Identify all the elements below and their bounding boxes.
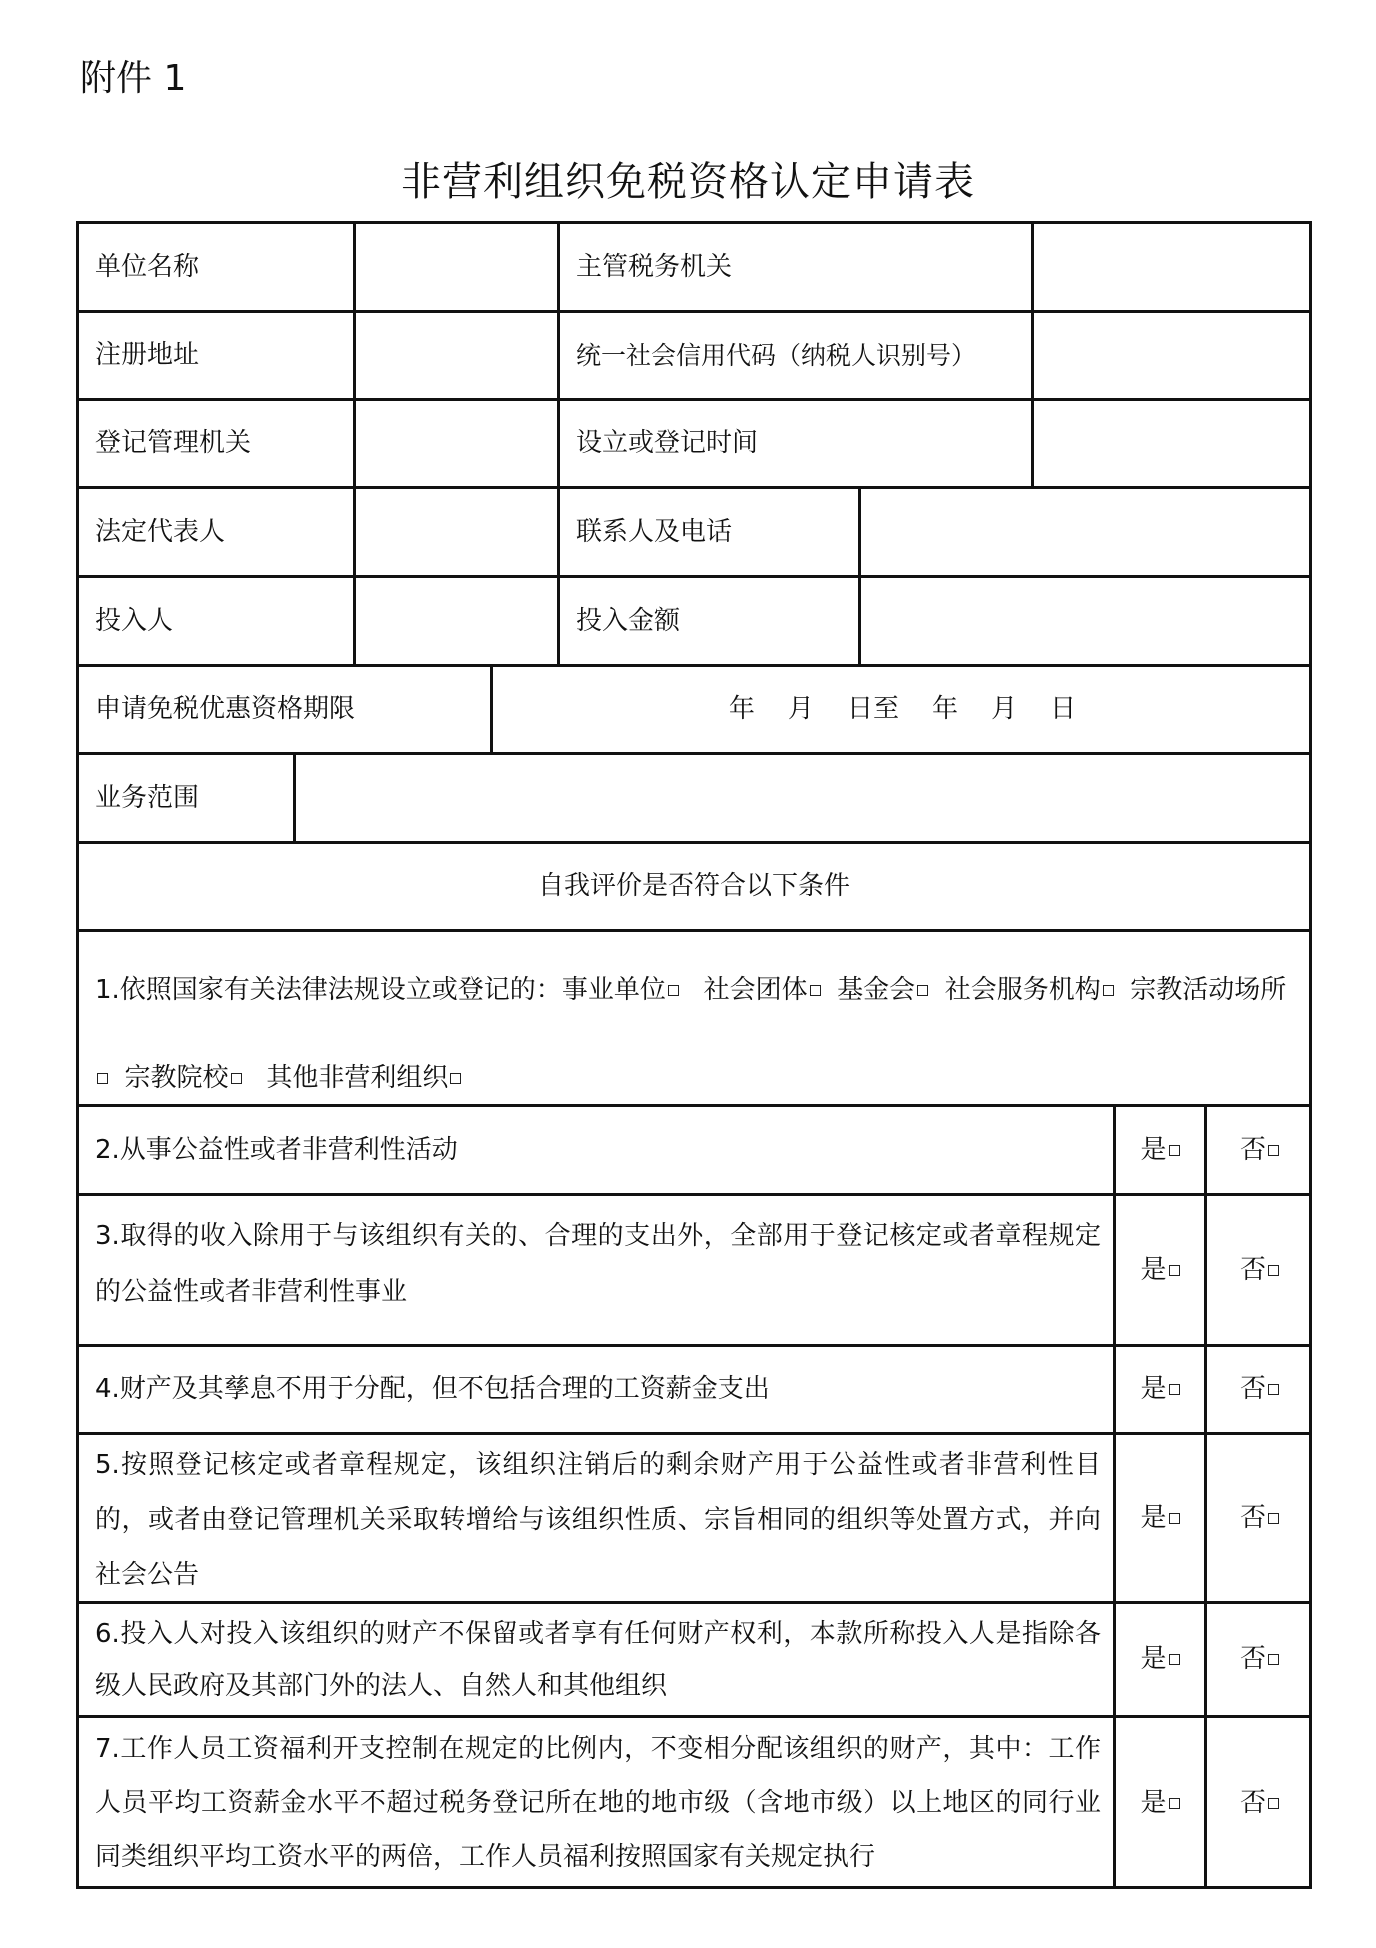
checkbox-icon[interactable] [1268, 1513, 1279, 1524]
application-form-table [76, 221, 1312, 1889]
checkbox-icon[interactable] [917, 985, 928, 996]
checkbox-icon[interactable] [1268, 1145, 1279, 1156]
option-public-institution[interactable]: 事业单位 [562, 975, 679, 1005]
yes-checkbox[interactable]: 是 [1116, 1718, 1204, 1889]
yes-checkbox[interactable]: 是 [1116, 1196, 1204, 1344]
tax-authority-label: 主管税务机关 [576, 251, 733, 282]
checkbox-icon[interactable] [1169, 1265, 1180, 1276]
reg-address-field[interactable] [356, 313, 557, 398]
checkbox-icon[interactable] [97, 1073, 108, 1084]
checkbox-icon[interactable] [1169, 1384, 1180, 1395]
period-field[interactable]: 年 月 日至 年 月 日 [728, 694, 1077, 725]
checkbox-icon[interactable] [1103, 985, 1114, 996]
reg-time-label: 设立或登记时间 [576, 428, 759, 459]
invest-amount-field[interactable] [861, 578, 1312, 664]
condition-1-text: 1.依照国家有关法律法规设立或登记的： [95, 975, 562, 1005]
reg-authority-field[interactable] [356, 401, 557, 486]
checkbox-icon[interactable] [668, 985, 679, 996]
credit-code-field[interactable] [1034, 313, 1312, 398]
investor-label: 投入人 [95, 605, 174, 636]
yes-checkbox[interactable]: 是 [1116, 1347, 1204, 1432]
checkbox-icon[interactable] [1268, 1798, 1279, 1809]
unit-name-label: 单位名称 [95, 251, 200, 282]
reg-authority-label: 登记管理机关 [95, 428, 252, 459]
checkbox-icon[interactable] [231, 1073, 242, 1084]
option-social-service[interactable]: 社会服务机构 [945, 975, 1114, 1005]
condition-5: 5.按照登记核定或者章程规定，该组织注销后的剩余财产用于公益性或者非营利性目的，或者由登记管理机关采取转增给与该组织性质、宗旨相同的组织等处置方式，并向社会公告 [95, 1450, 1101, 1590]
business-scope-label: 业务范围 [95, 782, 200, 813]
legal-rep-label: 法定代表人 [95, 516, 226, 547]
condition-4: 4.财产及其孳息不用于分配，但不包括合理的工资薪金支出 [95, 1374, 770, 1405]
checkbox-icon[interactable] [1268, 1654, 1279, 1665]
no-checkbox[interactable]: 否 [1207, 1718, 1312, 1889]
condition-2: 2.从事公益性或者非营利性活动 [95, 1134, 458, 1165]
checkbox-icon[interactable] [1169, 1145, 1180, 1156]
checkbox-icon[interactable] [1169, 1513, 1180, 1524]
condition-1 [79, 932, 1309, 1104]
self-eval-header: 自我评价是否符合以下条件 [537, 871, 850, 902]
checkbox-icon[interactable] [1268, 1384, 1279, 1395]
option-foundation[interactable]: 基金会 [837, 975, 928, 1005]
credit-code-label: 统一社会信用代码（纳税人识别号） [576, 340, 977, 370]
no-checkbox[interactable]: 否 [1207, 1347, 1312, 1432]
no-checkbox[interactable]: 否 [1207, 1435, 1312, 1601]
option-social-group[interactable]: 社会团体 [704, 975, 821, 1005]
period-label: 申请免税优惠资格期限 [95, 694, 356, 725]
condition-6: 6.投入人对投入该组织的财产不保留或者享有任何财产权利，本款所称投入人是指除各级人民政府及其部门外的法人、自然人和其他组织 [95, 1619, 1101, 1701]
reg-time-field[interactable] [1034, 401, 1312, 486]
legal-rep-field[interactable] [356, 489, 557, 575]
yes-checkbox[interactable]: 是 [1116, 1107, 1204, 1193]
checkbox-icon[interactable] [450, 1073, 461, 1084]
unit-name-field[interactable] [356, 224, 557, 310]
reg-address-label: 注册地址 [95, 340, 200, 371]
condition-3: 3.取得的收入除用于与该组织有关的、合理的支出外，全部用于登记核定或者章程规定的公益性或者非营利性事业 [95, 1221, 1101, 1307]
yes-checkbox[interactable]: 是 [1116, 1435, 1204, 1601]
option-religious-school[interactable]: 宗教院校 [125, 1063, 242, 1093]
option-religious-venue[interactable]: 宗教活动场所 [95, 975, 1286, 1093]
no-checkbox[interactable]: 否 [1207, 1107, 1312, 1193]
attachment-label: 附件 1 [80, 58, 187, 99]
condition-7: 7.工作人员工资福利开支控制在规定的比例内，不变相分配该组织的财产，其中：工作人员平均工资薪金水平不超过税务登记所在地的地市级（含地市级）以上地区的同行业同类组织平均工资水平的两倍，工作人员福利按照国家有关规定执行 [95, 1734, 1101, 1872]
invest-amount-label: 投入金额 [576, 605, 681, 636]
checkbox-icon[interactable] [1169, 1654, 1180, 1665]
form-title: 非营利组织免税资格认定申请表 [401, 159, 975, 205]
checkbox-icon[interactable] [810, 985, 821, 996]
contact-field[interactable] [861, 489, 1312, 575]
business-scope-field[interactable] [296, 755, 1312, 841]
tax-authority-field[interactable] [1034, 224, 1312, 310]
investor-field[interactable] [356, 578, 557, 664]
checkbox-icon[interactable] [1268, 1265, 1279, 1276]
contact-label: 联系人及电话 [576, 516, 733, 547]
no-checkbox[interactable]: 否 [1207, 1196, 1312, 1344]
option-other-nonprofit[interactable]: 其他非营利组织 [266, 1063, 461, 1093]
yes-checkbox[interactable]: 是 [1116, 1604, 1204, 1715]
no-checkbox[interactable]: 否 [1207, 1604, 1312, 1715]
checkbox-icon[interactable] [1169, 1798, 1180, 1809]
